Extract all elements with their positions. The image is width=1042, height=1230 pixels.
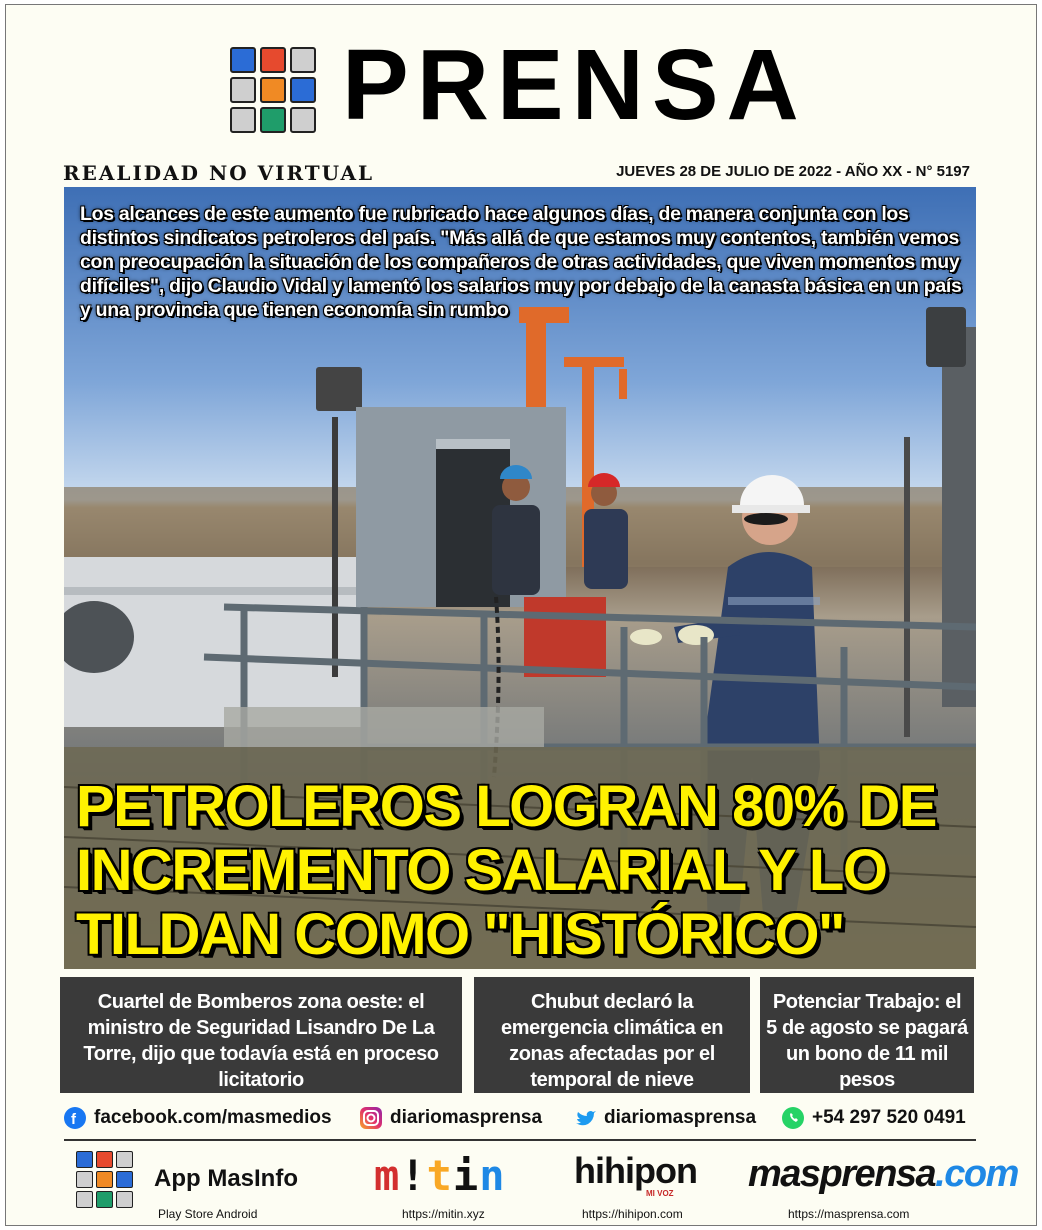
masthead	[6, 5, 1036, 155]
cube-cell	[290, 77, 316, 103]
cube-cell	[116, 1191, 133, 1208]
facebook-icon	[64, 1107, 86, 1129]
newspaper-front-page	[5, 4, 1037, 1226]
cube-cell	[290, 107, 316, 133]
hero-photo[interactable]	[64, 187, 976, 969]
lede-paragraph: Los alcances de este aumento fue rubricado hace algunos días, de manera conjunta con los distintos sindicatos petroleros del país. "Más allá de que estamos muy contentos, también vemos con preocupación la situación de los compañeros de otras actividades, que viven momentos muy difíciles", dijo Claudio Vidal y lamentó los salarios muy por debajo de la canasta básica en un país y una provincia que tienen economía sin rumbo	[80, 203, 962, 321]
cube-cell	[96, 1171, 113, 1188]
cube-cell	[260, 47, 286, 73]
instagram-handle: diariomasprensa	[390, 1107, 543, 1128]
social-instagram[interactable]	[360, 1103, 542, 1133]
cube-cell	[96, 1191, 113, 1208]
masprensa-logo-tld: .com	[935, 1153, 1018, 1195]
app-title[interactable]: App MasInfo	[154, 1165, 298, 1192]
whatsapp-icon	[782, 1107, 804, 1129]
cube-cell	[230, 107, 256, 133]
main-headline[interactable]: PETROLEROS LOGRAN 80% DE INCREMENTO SALARIAL Y LO TILDAN COMO "HISTÓRICO"	[76, 774, 936, 967]
dateline: JUEVES 28 DE JULIO DE 2022 - AÑO XX - N° 5197	[616, 163, 970, 180]
cube-cell	[230, 47, 256, 73]
svg-text:f: f	[71, 1111, 76, 1128]
cube-cell	[230, 77, 256, 103]
divider	[64, 1139, 976, 1141]
social-facebook[interactable]	[64, 1103, 332, 1133]
footer	[6, 1145, 1036, 1225]
brand-title: PRENSA	[342, 29, 807, 141]
hihipon-sub: MI VOZ	[646, 1189, 674, 1198]
masprensa-logo[interactable]	[748, 1155, 1018, 1193]
masinfo-cube-icon[interactable]	[76, 1151, 134, 1209]
brief-chubut[interactable]: Chubut declaró la emergencia climática en zonas afectadas por el temporal de nieve	[474, 977, 750, 1093]
twitter-icon	[574, 1107, 596, 1129]
tagline: REALIDAD NO VIRTUAL	[63, 161, 375, 185]
social-twitter[interactable]	[574, 1103, 756, 1133]
brief-bomberos[interactable]: Cuartel de Bomberos zona oeste: el ministro de Seguridad Lisandro De La Torre, dijo que todavía está en proceso licitatorio	[60, 977, 462, 1093]
hihipon-url[interactable]: https://hihipon.com	[582, 1207, 683, 1221]
social-whatsapp[interactable]	[782, 1103, 966, 1133]
whatsapp-number: +54 297 520 0491	[812, 1107, 966, 1128]
cube-cell	[260, 77, 286, 103]
instagram-icon	[360, 1107, 382, 1129]
hihipon-logo[interactable]: hihipon	[574, 1150, 697, 1191]
facebook-handle: facebook.com/masmedios	[94, 1107, 332, 1128]
cube-cell	[260, 107, 286, 133]
brief-potenciar[interactable]: Potenciar Trabajo: el 5 de agosto se pagará un bono de 11 mil pesos	[760, 977, 974, 1093]
twitter-handle: diariomasprensa	[604, 1107, 757, 1128]
mitin-url[interactable]: https://mitin.xyz	[402, 1207, 485, 1221]
cube-cell	[96, 1151, 113, 1168]
news-briefs	[60, 977, 980, 1093]
cube-logo-icon	[230, 47, 318, 135]
social-bar	[64, 1103, 974, 1133]
cube-cell	[290, 47, 316, 73]
cube-cell	[116, 1171, 133, 1188]
app-caption: Play Store Android	[158, 1207, 258, 1221]
cube-cell	[76, 1171, 93, 1188]
cube-cell	[76, 1191, 93, 1208]
masprensa-logo-name: masprensa	[748, 1153, 936, 1195]
masprensa-url[interactable]: https://masprensa.com	[788, 1207, 910, 1221]
cube-cell	[116, 1151, 133, 1168]
cube-cell	[76, 1151, 93, 1168]
mitin-logo[interactable]: m!tin	[374, 1151, 506, 1200]
